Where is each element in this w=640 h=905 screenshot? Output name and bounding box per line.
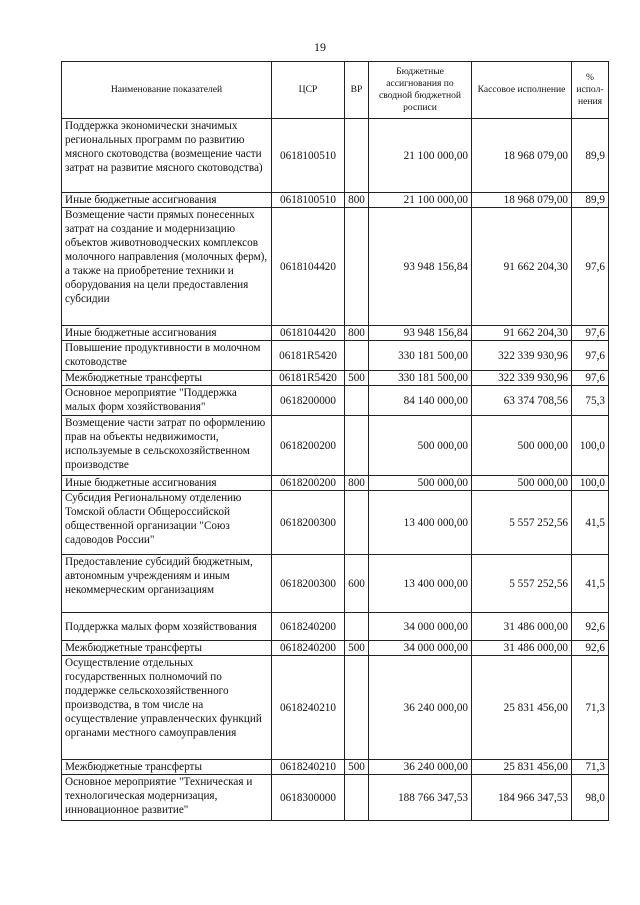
row-vr bbox=[345, 341, 369, 371]
row-csr: 06181R5420 bbox=[272, 371, 345, 386]
row-budget: 34 000 000,00 bbox=[369, 613, 472, 641]
row-cash: 5 557 252,56 bbox=[472, 491, 572, 555]
row-csr: 0618240210 bbox=[272, 656, 345, 760]
row-budget: 93 948 156,84 bbox=[369, 208, 472, 326]
header-csr: ЦСР bbox=[272, 62, 345, 119]
table-header-row bbox=[62, 62, 609, 119]
row-pct: 97,6 bbox=[572, 208, 609, 326]
row-vr: 500 bbox=[345, 641, 369, 656]
row-pct: 92,6 bbox=[572, 641, 609, 656]
row-cash: 63 374 708,56 bbox=[472, 386, 572, 416]
row-cash: 500 000,00 bbox=[472, 416, 572, 476]
row-name: Межбюджетные трансферты bbox=[62, 760, 272, 775]
row-csr: 0618100510 bbox=[272, 119, 345, 193]
row-cash: 31 486 000,00 bbox=[472, 613, 572, 641]
header-budget: Бюджетные ассигнования по сводной бюджетной росписи bbox=[369, 62, 472, 119]
row-pct: 41,5 bbox=[572, 491, 609, 555]
header-pct: % испол-нения bbox=[572, 62, 609, 119]
row-pct: 41,5 bbox=[572, 555, 609, 613]
row-vr: 800 bbox=[345, 193, 369, 208]
row-pct: 89,9 bbox=[572, 193, 609, 208]
row-budget: 93 948 156,84 bbox=[369, 326, 472, 341]
row-budget: 500 000,00 bbox=[369, 476, 472, 491]
row-name: Иные бюджетные ассигнования bbox=[62, 326, 272, 341]
table-row bbox=[62, 760, 609, 775]
header-name: Наименование показателей bbox=[62, 62, 272, 119]
row-vr: 500 bbox=[345, 760, 369, 775]
row-pct: 71,3 bbox=[572, 760, 609, 775]
table-row bbox=[62, 416, 609, 476]
row-budget: 36 240 000,00 bbox=[369, 656, 472, 760]
row-csr: 0618104420 bbox=[272, 326, 345, 341]
row-name: Возмещение части прямых понесенных затрат на создание и модернизацию объектов животноводческих комплексов молочного направления (молочных ферм), а также на приобретение техники и оборудования на цели предоставления субсидии bbox=[62, 208, 272, 326]
row-pct: 92,6 bbox=[572, 613, 609, 641]
row-csr: 0618200300 bbox=[272, 555, 345, 613]
row-pct: 97,6 bbox=[572, 341, 609, 371]
row-budget: 13 400 000,00 bbox=[369, 555, 472, 613]
row-csr: 06181R5420 bbox=[272, 341, 345, 371]
table-row bbox=[62, 555, 609, 613]
row-cash: 25 831 456,00 bbox=[472, 760, 572, 775]
row-csr: 0618300000 bbox=[272, 775, 345, 821]
row-vr: 500 bbox=[345, 371, 369, 386]
row-name: Предоставление субсидий бюджетным, автономным учреждениям и иным некоммерческим организациям bbox=[62, 555, 272, 613]
table-row bbox=[62, 656, 609, 760]
row-budget: 500 000,00 bbox=[369, 416, 472, 476]
row-budget: 21 100 000,00 bbox=[369, 119, 472, 193]
table-row bbox=[62, 208, 609, 326]
row-name: Повышение продуктивности в молочном скотоводстве bbox=[62, 341, 272, 371]
row-name: Субсидия Региональному отделению Томской области Общероссийской общественной организации "Союз садоводов России" bbox=[62, 491, 272, 555]
row-vr bbox=[345, 416, 369, 476]
row-budget: 21 100 000,00 bbox=[369, 193, 472, 208]
row-budget: 330 181 500,00 bbox=[369, 371, 472, 386]
table-row bbox=[62, 476, 609, 491]
header-cash: Кассовое исполнение bbox=[472, 62, 572, 119]
table-row bbox=[62, 341, 609, 371]
row-vr bbox=[345, 386, 369, 416]
row-pct: 97,6 bbox=[572, 371, 609, 386]
table-row bbox=[62, 326, 609, 341]
header-vr: ВР bbox=[345, 62, 369, 119]
row-csr: 0618240210 bbox=[272, 760, 345, 775]
row-cash: 91 662 204,30 bbox=[472, 208, 572, 326]
row-name: Возмещение части затрат по оформлению прав на объекты недвижимости, используемые в сельскохозяйственном производстве bbox=[62, 416, 272, 476]
row-csr: 0618240200 bbox=[272, 613, 345, 641]
page-number: 19 bbox=[314, 40, 326, 54]
row-pct: 75,3 bbox=[572, 386, 609, 416]
row-vr bbox=[345, 119, 369, 193]
table-row bbox=[62, 613, 609, 641]
row-name: Основное мероприятие "Поддержка малых форм хозяйствования" bbox=[62, 386, 272, 416]
row-name: Поддержка малых форм хозяйствования bbox=[62, 613, 272, 641]
row-cash: 91 662 204,30 bbox=[472, 326, 572, 341]
row-csr: 0618200200 bbox=[272, 416, 345, 476]
row-csr: 0618100510 bbox=[272, 193, 345, 208]
row-cash: 322 339 930,96 bbox=[472, 341, 572, 371]
row-name: Межбюджетные трансферты bbox=[62, 371, 272, 386]
row-pct: 98,0 bbox=[572, 775, 609, 821]
budget-execution-table bbox=[61, 61, 609, 821]
table-row bbox=[62, 371, 609, 386]
row-budget: 188 766 347,53 bbox=[369, 775, 472, 821]
row-pct: 97,6 bbox=[572, 326, 609, 341]
row-vr: 600 bbox=[345, 555, 369, 613]
table-row bbox=[62, 119, 609, 193]
row-name: Межбюджетные трансферты bbox=[62, 641, 272, 656]
row-pct: 71,3 bbox=[572, 656, 609, 760]
row-vr bbox=[345, 613, 369, 641]
row-name: Иные бюджетные ассигнования bbox=[62, 476, 272, 491]
row-vr bbox=[345, 208, 369, 326]
row-name: Осуществление отдельных государственных полномочий по поддержке сельскохозяйственного производства, в том числе на осуществление управленческих функций органами местного самоуправления bbox=[62, 656, 272, 760]
table-row bbox=[62, 386, 609, 416]
row-cash: 322 339 930,96 bbox=[472, 371, 572, 386]
row-vr: 800 bbox=[345, 326, 369, 341]
table-row bbox=[62, 491, 609, 555]
row-csr: 0618200300 bbox=[272, 491, 345, 555]
row-budget: 34 000 000,00 bbox=[369, 641, 472, 656]
row-cash: 31 486 000,00 bbox=[472, 641, 572, 656]
row-budget: 36 240 000,00 bbox=[369, 760, 472, 775]
row-pct: 89,9 bbox=[572, 119, 609, 193]
row-vr bbox=[345, 775, 369, 821]
row-csr: 0618200000 bbox=[272, 386, 345, 416]
row-cash: 500 000,00 bbox=[472, 476, 572, 491]
row-vr bbox=[345, 491, 369, 555]
table-row bbox=[62, 641, 609, 656]
row-csr: 0618200200 bbox=[272, 476, 345, 491]
table-row bbox=[62, 775, 609, 821]
row-cash: 184 966 347,53 bbox=[472, 775, 572, 821]
row-name: Иные бюджетные ассигнования bbox=[62, 193, 272, 208]
row-budget: 330 181 500,00 bbox=[369, 341, 472, 371]
row-cash: 18 968 079,00 bbox=[472, 193, 572, 208]
row-name: Поддержка экономически значимых региональных программ по развитию мясного скотоводства (возмещение части затрат на развитие мясного скотоводства) bbox=[62, 119, 272, 193]
row-csr: 0618104420 bbox=[272, 208, 345, 326]
row-pct: 100,0 bbox=[572, 416, 609, 476]
row-budget: 13 400 000,00 bbox=[369, 491, 472, 555]
row-name: Основное мероприятие "Техническая и технологическая модернизация, инновационное развитие" bbox=[62, 775, 272, 821]
row-budget: 84 140 000,00 bbox=[369, 386, 472, 416]
row-vr: 800 bbox=[345, 476, 369, 491]
row-cash: 18 968 079,00 bbox=[472, 119, 572, 193]
row-cash: 25 831 456,00 bbox=[472, 656, 572, 760]
row-pct: 100,0 bbox=[572, 476, 609, 491]
row-csr: 0618240200 bbox=[272, 641, 345, 656]
table-row bbox=[62, 193, 609, 208]
row-cash: 5 557 252,56 bbox=[472, 555, 572, 613]
row-vr bbox=[345, 656, 369, 760]
